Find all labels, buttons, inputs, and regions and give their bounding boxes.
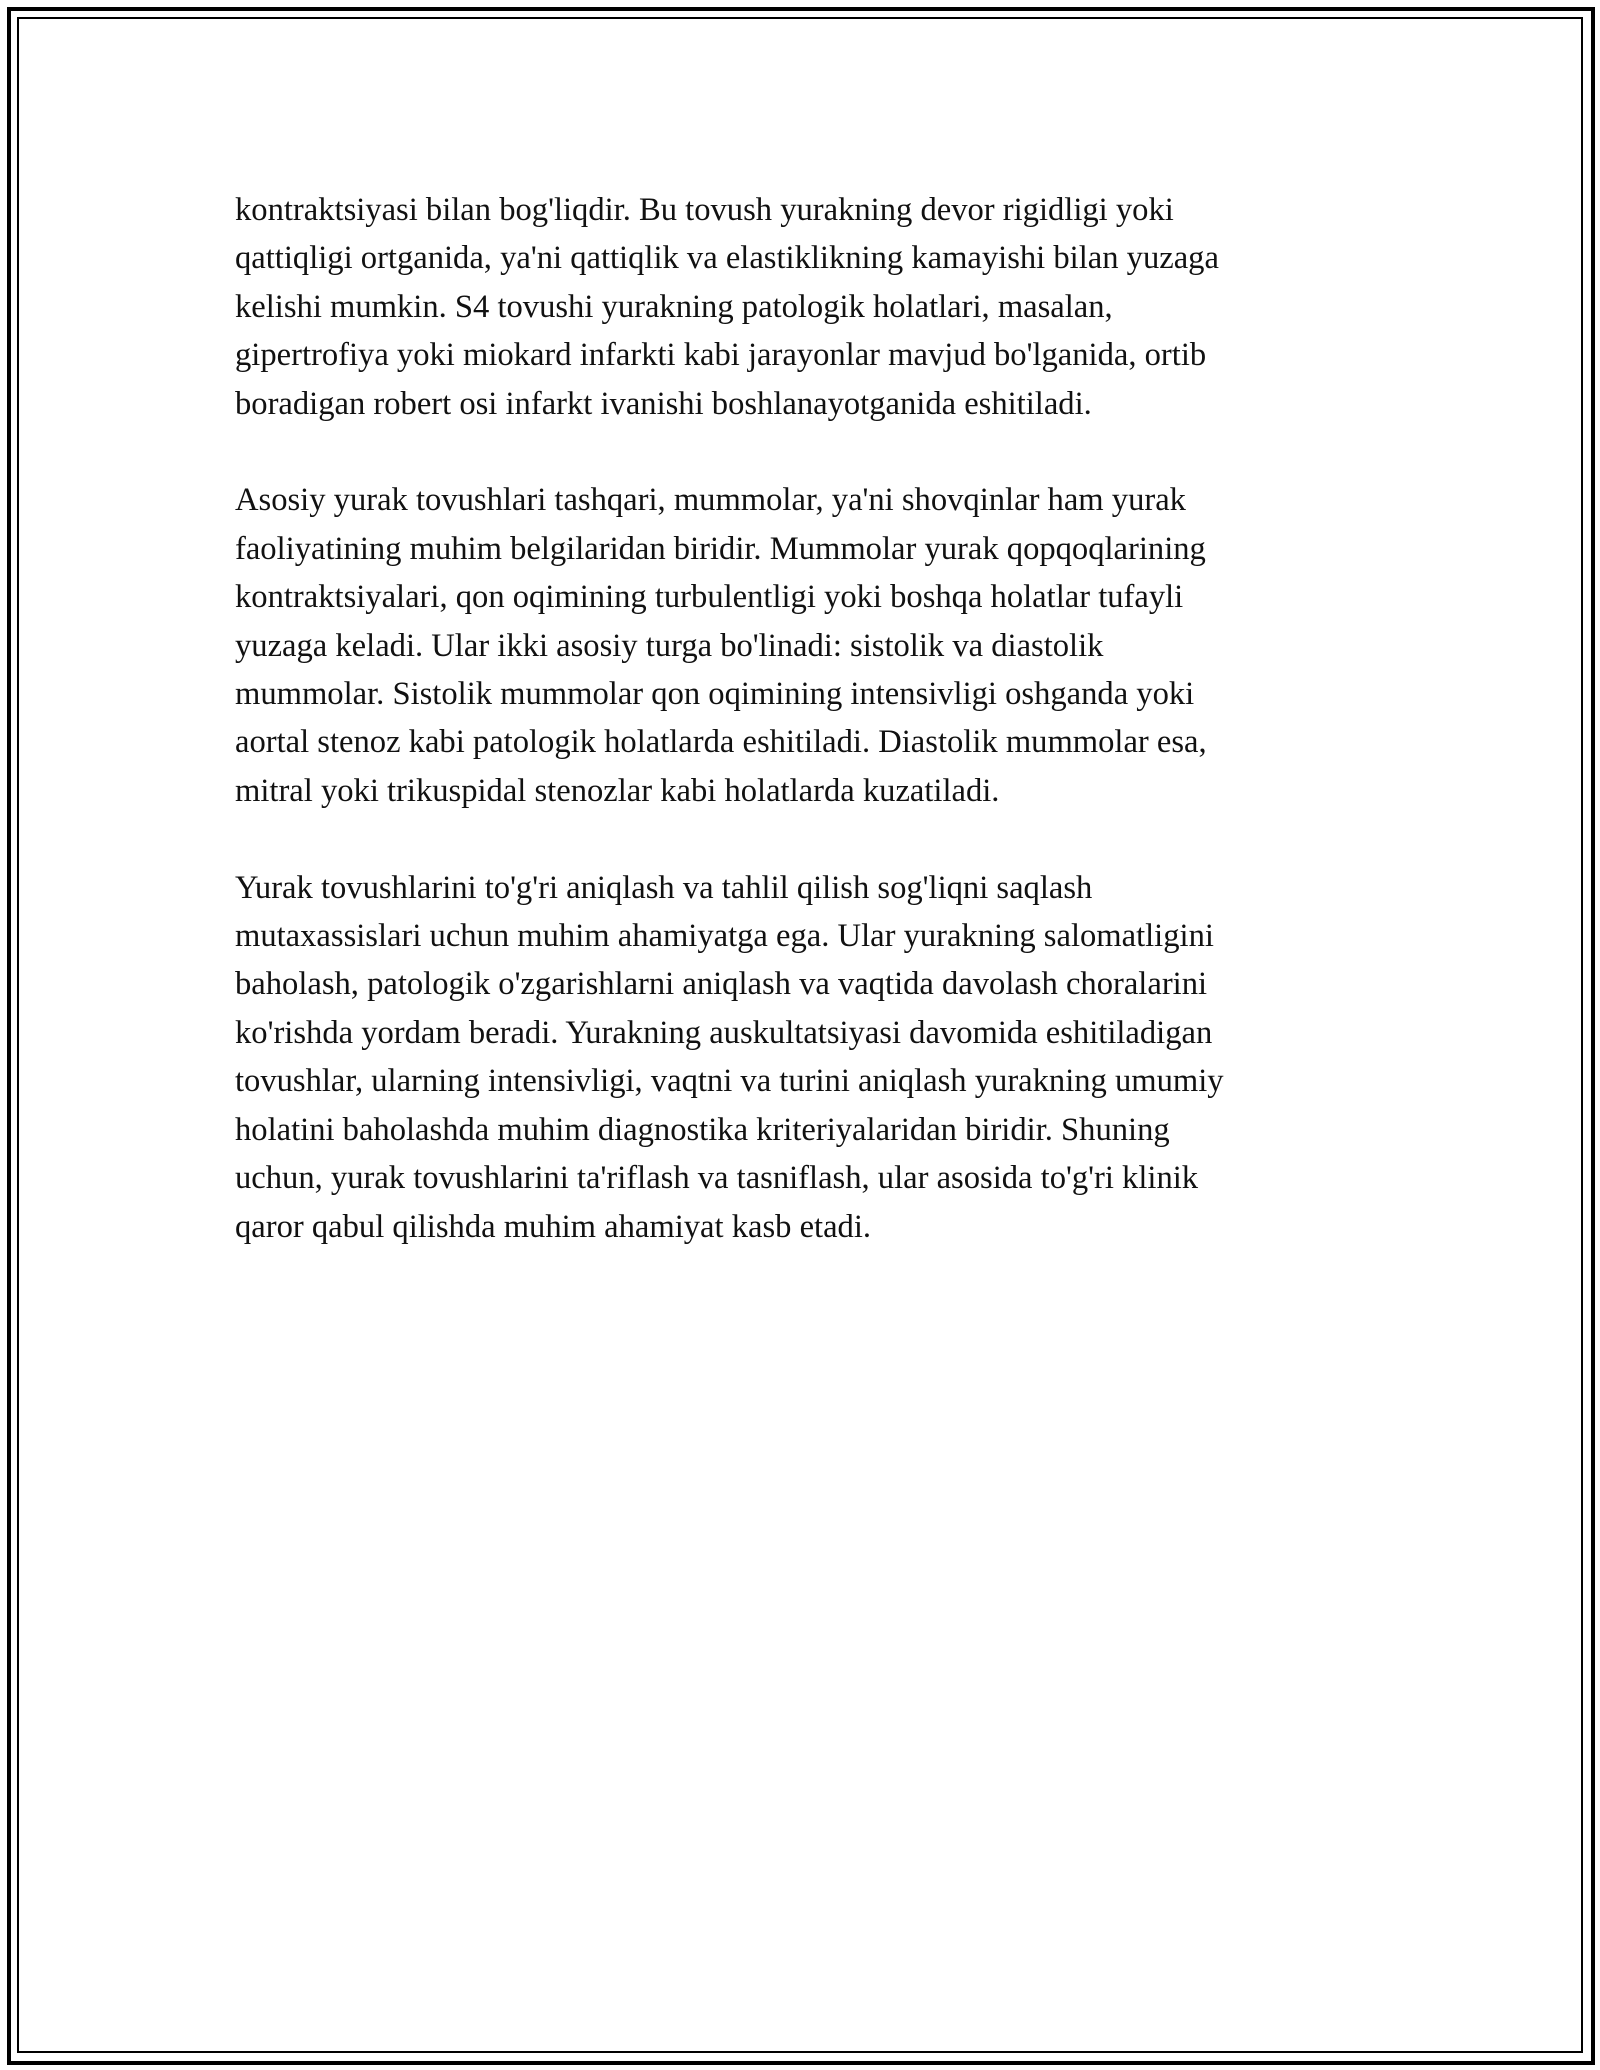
text-line: holatini baholashda muhim diagnostika kriteriyalaridan biridir. Shuning xyxy=(235,1111,1170,1148)
text-line: Yurak tovushlarini to'g'ri aniqlash va tahlil qilish sog'liqni saqlash xyxy=(235,869,1093,906)
document-body xyxy=(235,186,1365,1299)
text-line: Asosiy yurak tovushlari tashqari, mummolar, ya'ni shovqinlar ham yurak xyxy=(235,482,1186,519)
text-line: gipertrofiya yoki miokard infarkti kabi jarayonlar mavjud bo'lganida, ortib xyxy=(235,337,1207,374)
text-line: kelishi mumkin. S4 tovushi yurakning patologik holatlari, masalan, xyxy=(235,288,1113,325)
text-line: baholash, patologik o'zgarishlarni aniqlash va vaqtida davolash choralarini xyxy=(235,966,1208,1003)
paragraph-1 xyxy=(235,186,1365,428)
paragraph-2 xyxy=(235,476,1365,815)
text-line: kontraktsiyalari, qon oqimining turbulentligi yoki boshqa holatlar tufayli xyxy=(235,579,1184,616)
text-line: faoliyatining muhim belgilaridan biridir. Mummolar yurak qopqoqlarining xyxy=(235,530,1206,567)
text-line: mutaxassislari uchun muhim ahamiyatga ega. Ular yurakning salomatligini xyxy=(235,918,1214,955)
text-line: aortal stenoz kabi patologik holatlarda eshitiladi. Diastolik mummolar esa, xyxy=(235,724,1207,761)
text-line: ko'rishda yordam beradi. Yurakning auskultatsiyasi davomida eshitiladigan xyxy=(235,1014,1213,1051)
text-line: mitral yoki trikuspidal stenozlar kabi holatlarda kuzatiladi. xyxy=(235,772,1000,809)
paragraph-3 xyxy=(235,864,1365,1251)
text-line: tovushlar, ularning intensivligi, vaqtni va turini aniqlash yurakning umumiy xyxy=(235,1063,1224,1100)
text-line: uchun, yurak tovushlarini ta'riflash va tasniflash, ular asosida to'g'ri klinik xyxy=(235,1160,1199,1197)
text-line: mummolar. Sistolik mummolar qon oqimining intensivligi oshganda yoki xyxy=(235,676,1195,713)
text-line: kontraktsiyasi bilan bog'liqdir. Bu tovush yurakning devor rigidligi yoki xyxy=(235,192,1174,228)
text-line: yuzaga keladi. Ular ikki asosiy turga bo'linadi: sistolik va diastolik xyxy=(235,627,1104,664)
text-line: boradigan robert osi infarkt ivanishi boshlanayotganida eshitiladi. xyxy=(235,385,1092,422)
text-line: qaror qabul qilishda muhim ahamiyat kasb etadi. xyxy=(235,1208,872,1245)
text-line: qattiqligi ortganida, ya'ni qattiqlik va elastiklikning kamayishi bilan yuzaga xyxy=(235,240,1219,277)
